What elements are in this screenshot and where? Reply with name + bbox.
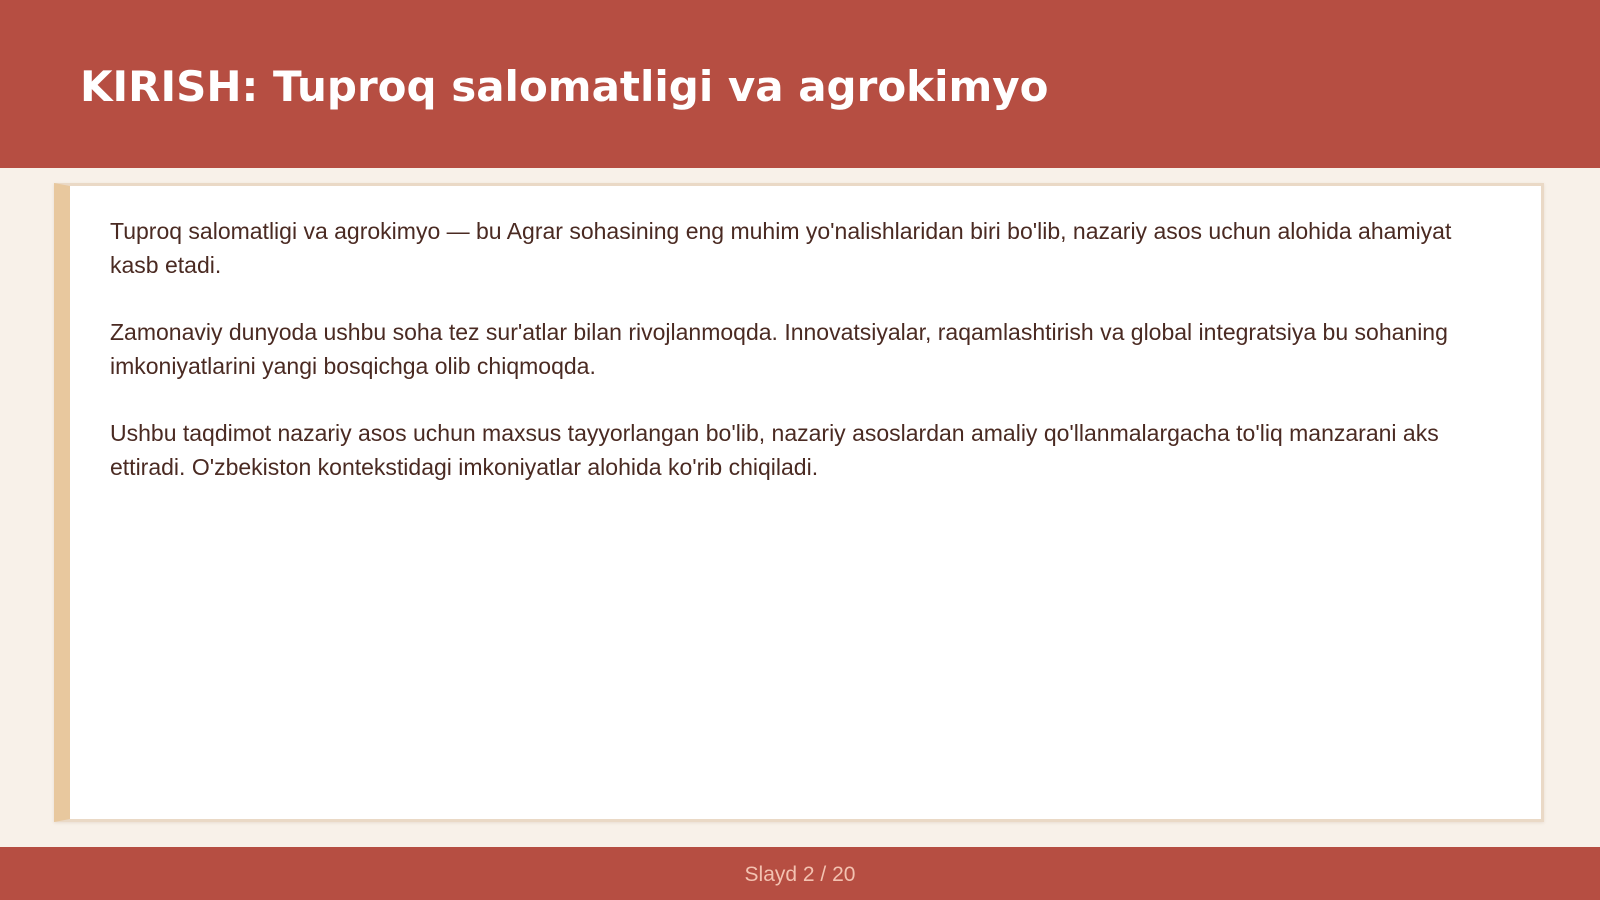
modern-world-paragraph: Zamonaviy dunyoda ushbu soha tez sur'atlar bilan rivojlanmoqda. Innovatsiyalar, raqamlashtirish va global integratsiya bu sohaning imkoniyatlarini yangi bosqichga olib chiqmoqda.	[110, 319, 1448, 379]
content-body	[110, 214, 1490, 517]
intro-paragraph: Tuproq salomatligi va agrokimyo — bu Agrar sohasining eng muhim yo'nalishlaridan biri bo'lib, nazariy asos uchun alohida ahamiyat kasb etadi.	[110, 218, 1452, 278]
slide-header	[0, 0, 1600, 168]
slide-footer	[0, 847, 1600, 900]
slide-title: KIRISH: Tuproq salomatligi va agrokimyo	[80, 62, 1049, 111]
slide-number: Slayd 2 / 20	[744, 863, 856, 886]
presentation-purpose-paragraph: Ushbu taqdimot nazariy asos uchun maxsus tayyorlangan bo'lib, nazariy asoslardan amaliy qo'llanmalargacha to'liq manzarani aks ettiradi. O'zbekiston kontekstidagi imkoniyatlar alohida ko'rib chiqiladi.	[110, 420, 1439, 480]
content-card	[54, 183, 1544, 822]
